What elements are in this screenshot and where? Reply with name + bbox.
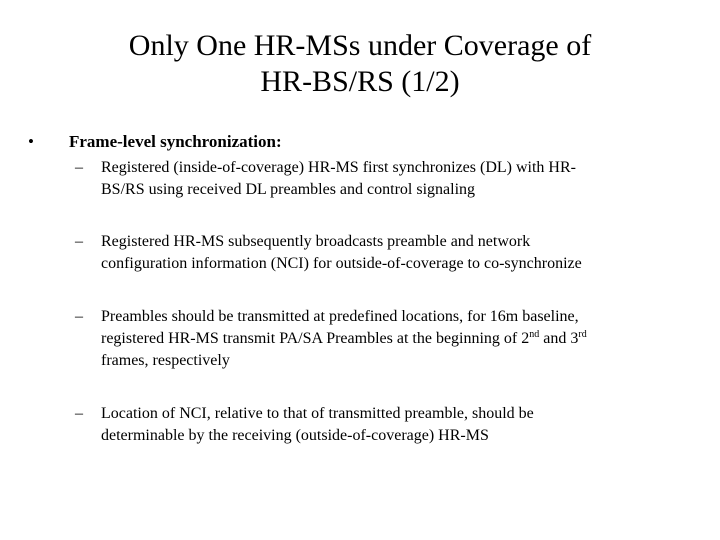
sub-bullet-line-part: and 3 xyxy=(539,330,579,347)
sub-bullet-line: Registered HR-MS subsequently broadcasts preamble and network xyxy=(101,233,531,250)
sub-bullet-text xyxy=(101,231,675,275)
sub-bullet-line: configuration information (NCI) for outside-of-coverage to co-synchronize xyxy=(101,255,582,272)
ordinal-suffix: nd xyxy=(529,329,540,340)
ordinal-suffix: rd xyxy=(578,329,587,340)
sub-bullet-line xyxy=(101,328,675,350)
dash-marker-icon: – xyxy=(75,308,83,325)
sub-bullet-line: Location of NCI, relative to that of transmitted preamble, should be xyxy=(101,405,534,422)
sub-bullet-1 xyxy=(75,157,675,201)
dash-marker-icon: – xyxy=(75,159,83,176)
sub-bullet-line: frames, respectively xyxy=(101,352,230,369)
sub-bullet-text xyxy=(101,157,675,201)
slide-title-line-1: Only One HR-MSs under Coverage of xyxy=(128,29,592,62)
sub-bullet-2 xyxy=(75,231,675,275)
bullet-marker-icon: • xyxy=(28,132,34,151)
dash-marker-icon: – xyxy=(75,233,83,250)
bullet-heading: Frame-level synchronization: xyxy=(69,132,282,151)
slide-title xyxy=(0,28,720,100)
sub-bullet-line: determinable by the receiving (outside-of-coverage) HR-MS xyxy=(101,427,489,444)
sub-bullet-3 xyxy=(75,306,675,372)
sub-bullet-4 xyxy=(75,403,675,447)
sub-bullet-line: Preambles should be transmitted at predefined locations, for 16m baseline, xyxy=(101,308,579,325)
sub-bullet-text xyxy=(101,403,675,447)
sub-bullet-line-part: registered HR-MS transmit PA/SA Preambles at the beginning of 2 xyxy=(101,330,530,347)
slide-title-line-2: HR-BS/RS (1/2) xyxy=(260,65,460,98)
sub-bullet-text xyxy=(101,306,675,372)
dash-marker-icon: – xyxy=(75,405,83,422)
sub-bullet-line: Registered (inside-of-coverage) HR-MS first synchronizes (DL) with HR- xyxy=(101,159,576,176)
sub-bullet-line: BS/RS using received DL preambles and control signaling xyxy=(101,181,476,198)
